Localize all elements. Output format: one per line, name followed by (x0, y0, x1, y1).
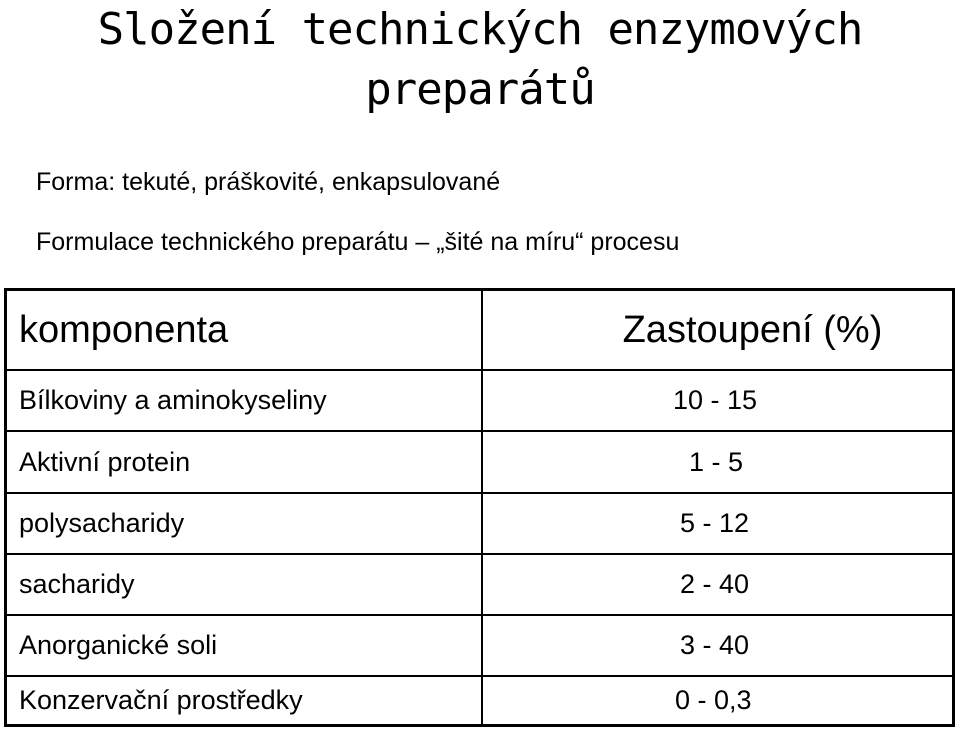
table-row (7, 675, 952, 724)
page-title-line-1: Složení technických enzymových (97, 4, 863, 55)
row-share-value: 0 - 0,3 (675, 685, 752, 715)
row-component: Anorganické soli (7, 616, 483, 675)
row-component: Konzervační prostředky (7, 677, 483, 724)
table-header-row (7, 291, 952, 369)
header-share: Zastoupení (%) (622, 308, 883, 351)
row-share-value: 10 - 15 (673, 385, 758, 415)
table-row (7, 369, 952, 430)
row-share (483, 371, 952, 430)
table-row (7, 614, 952, 675)
formulation-description: Formulace technického preparátu – „šité na míru“ procesu (36, 228, 680, 256)
row-share-value: 3 - 40 (680, 630, 750, 660)
row-share (483, 677, 952, 724)
row-share-value: 5 - 12 (680, 508, 750, 538)
row-share-value: 1 - 5 (689, 446, 744, 477)
row-component: Bílkoviny a aminokyseliny (7, 371, 483, 430)
row-share-value: 2 - 40 (680, 569, 750, 599)
row-share (483, 555, 952, 614)
table-row (7, 430, 952, 492)
form-description: Forma: tekuté, práškovité, enkapsulované (36, 168, 501, 196)
table-row (7, 553, 952, 614)
row-share (483, 432, 952, 492)
table-row (7, 492, 952, 553)
page-title-line-2: preparátů (365, 64, 595, 115)
row-share (483, 616, 952, 675)
composition-table (4, 288, 955, 727)
header-component: komponenta (7, 291, 483, 369)
row-component: Aktivní protein (7, 432, 483, 492)
page-title (0, 0, 960, 120)
row-component: sacharidy (7, 555, 483, 614)
row-component: polysacharidy (7, 494, 483, 553)
row-share (483, 494, 952, 553)
